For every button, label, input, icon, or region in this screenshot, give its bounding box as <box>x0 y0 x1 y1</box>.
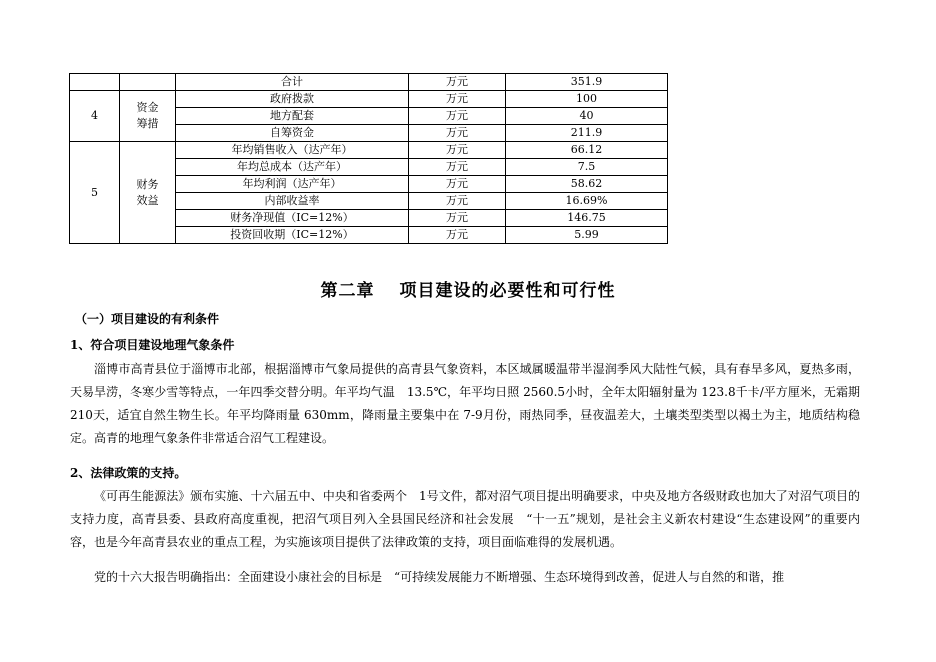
row-number: 5 <box>70 142 120 244</box>
item-name: 财务净现值（IC=12%） <box>176 210 409 227</box>
unit: 万元 <box>409 91 506 108</box>
unit: 万元 <box>409 176 506 193</box>
unit: 万元 <box>409 210 506 227</box>
table-row <box>70 142 668 159</box>
unit: 万元 <box>409 227 506 244</box>
item-name: 年均销售收入（达产年） <box>176 142 409 159</box>
value: 100 <box>506 91 668 108</box>
chapter-title: 第二章 项目建设的必要性和可行性 <box>320 281 616 301</box>
value: 146.75 <box>506 210 668 227</box>
subsection-heading: 2、法律政策的支持。 <box>70 466 187 480</box>
paragraph: 《可再生能源法》颁布实施、十六届五中、中央和省委两个 1号文件，都对沼气项目提出明确要求，中央及地方各级财政也加大了对沼气项目的支持力度，高青县委、县政府高度重视，把沼气项目列入全县国民经济和社会发展 “十一五”规划，是社会主义新农村建设“生态建设网”的重要内容，也是今年高青县农业的重点工程，为实施该项目提供了法律政策的支持，项目面临难得的发展机遇。 <box>70 489 860 549</box>
subsection-heading: 1、符合项目建设地理气象条件 <box>70 338 235 352</box>
section-heading: （一）项目建设的有利条件 <box>75 312 220 326</box>
value: 66.12 <box>506 142 668 159</box>
unit: 万元 <box>409 125 506 142</box>
unit: 万元 <box>409 193 506 210</box>
row-category <box>120 91 176 142</box>
value: 211.9 <box>506 125 668 142</box>
value: 58.62 <box>506 176 668 193</box>
unit: 万元 <box>409 74 506 91</box>
row-number: 4 <box>70 91 120 142</box>
table-row <box>70 74 668 91</box>
item-name: 年均总成本（达产年） <box>176 159 409 176</box>
value: 7.5 <box>506 159 668 176</box>
item-name: 内部收益率 <box>176 193 409 210</box>
table-row <box>70 91 668 108</box>
item-name: 年均利润（达产年） <box>176 176 409 193</box>
unit: 万元 <box>409 108 506 125</box>
category-label: 财务 效益 <box>136 177 159 207</box>
unit: 万元 <box>409 142 506 159</box>
row-number <box>70 74 120 91</box>
unit: 万元 <box>409 159 506 176</box>
item-name: 自筹资金 <box>176 125 409 142</box>
value: 16.69% <box>506 193 668 210</box>
value: 351.9 <box>506 74 668 91</box>
row-category <box>120 74 176 91</box>
value: 5.99 <box>506 227 668 244</box>
category-label: 资金 筹措 <box>136 101 159 130</box>
row-category <box>120 142 176 244</box>
item-name: 投资回收期（IC=12%） <box>176 227 409 244</box>
value: 40 <box>506 108 668 125</box>
paragraph: 淄博市高青县位于淄博市北部，根据淄博市气象局提供的高青县气象资料，本区域属暖温带半湿润季风大陆性气候，具有春旱多风，夏热多雨，天易旱涝，冬寒少雪等特点，一年四季交替分明。年平均气温 13.5℃，年平均日照 2560.5小时，全年太阳辐射量为 123.8千卡/平方厘米，无霜期 210天，适宜自然生物生长。年平均降雨量 630mm，降雨量主要集中在 7-9月份，雨热同季，昼夜温差大，土壤类型类型以褐土为主，地质结构稳定。高青的地理气象条件非常适合沼气工程建设。 <box>70 362 860 445</box>
item-name: 政府拨款 <box>176 91 409 108</box>
item-name: 地方配套 <box>176 108 409 125</box>
paragraph: 党的十六大报告明确指出：全面建设小康社会的目标是 “可持续发展能力不断增强、生态环境得到改善，促进人与自然的和谐，推 <box>94 570 785 584</box>
item-name: 合计 <box>176 74 409 91</box>
investment-finance-table <box>69 73 668 244</box>
